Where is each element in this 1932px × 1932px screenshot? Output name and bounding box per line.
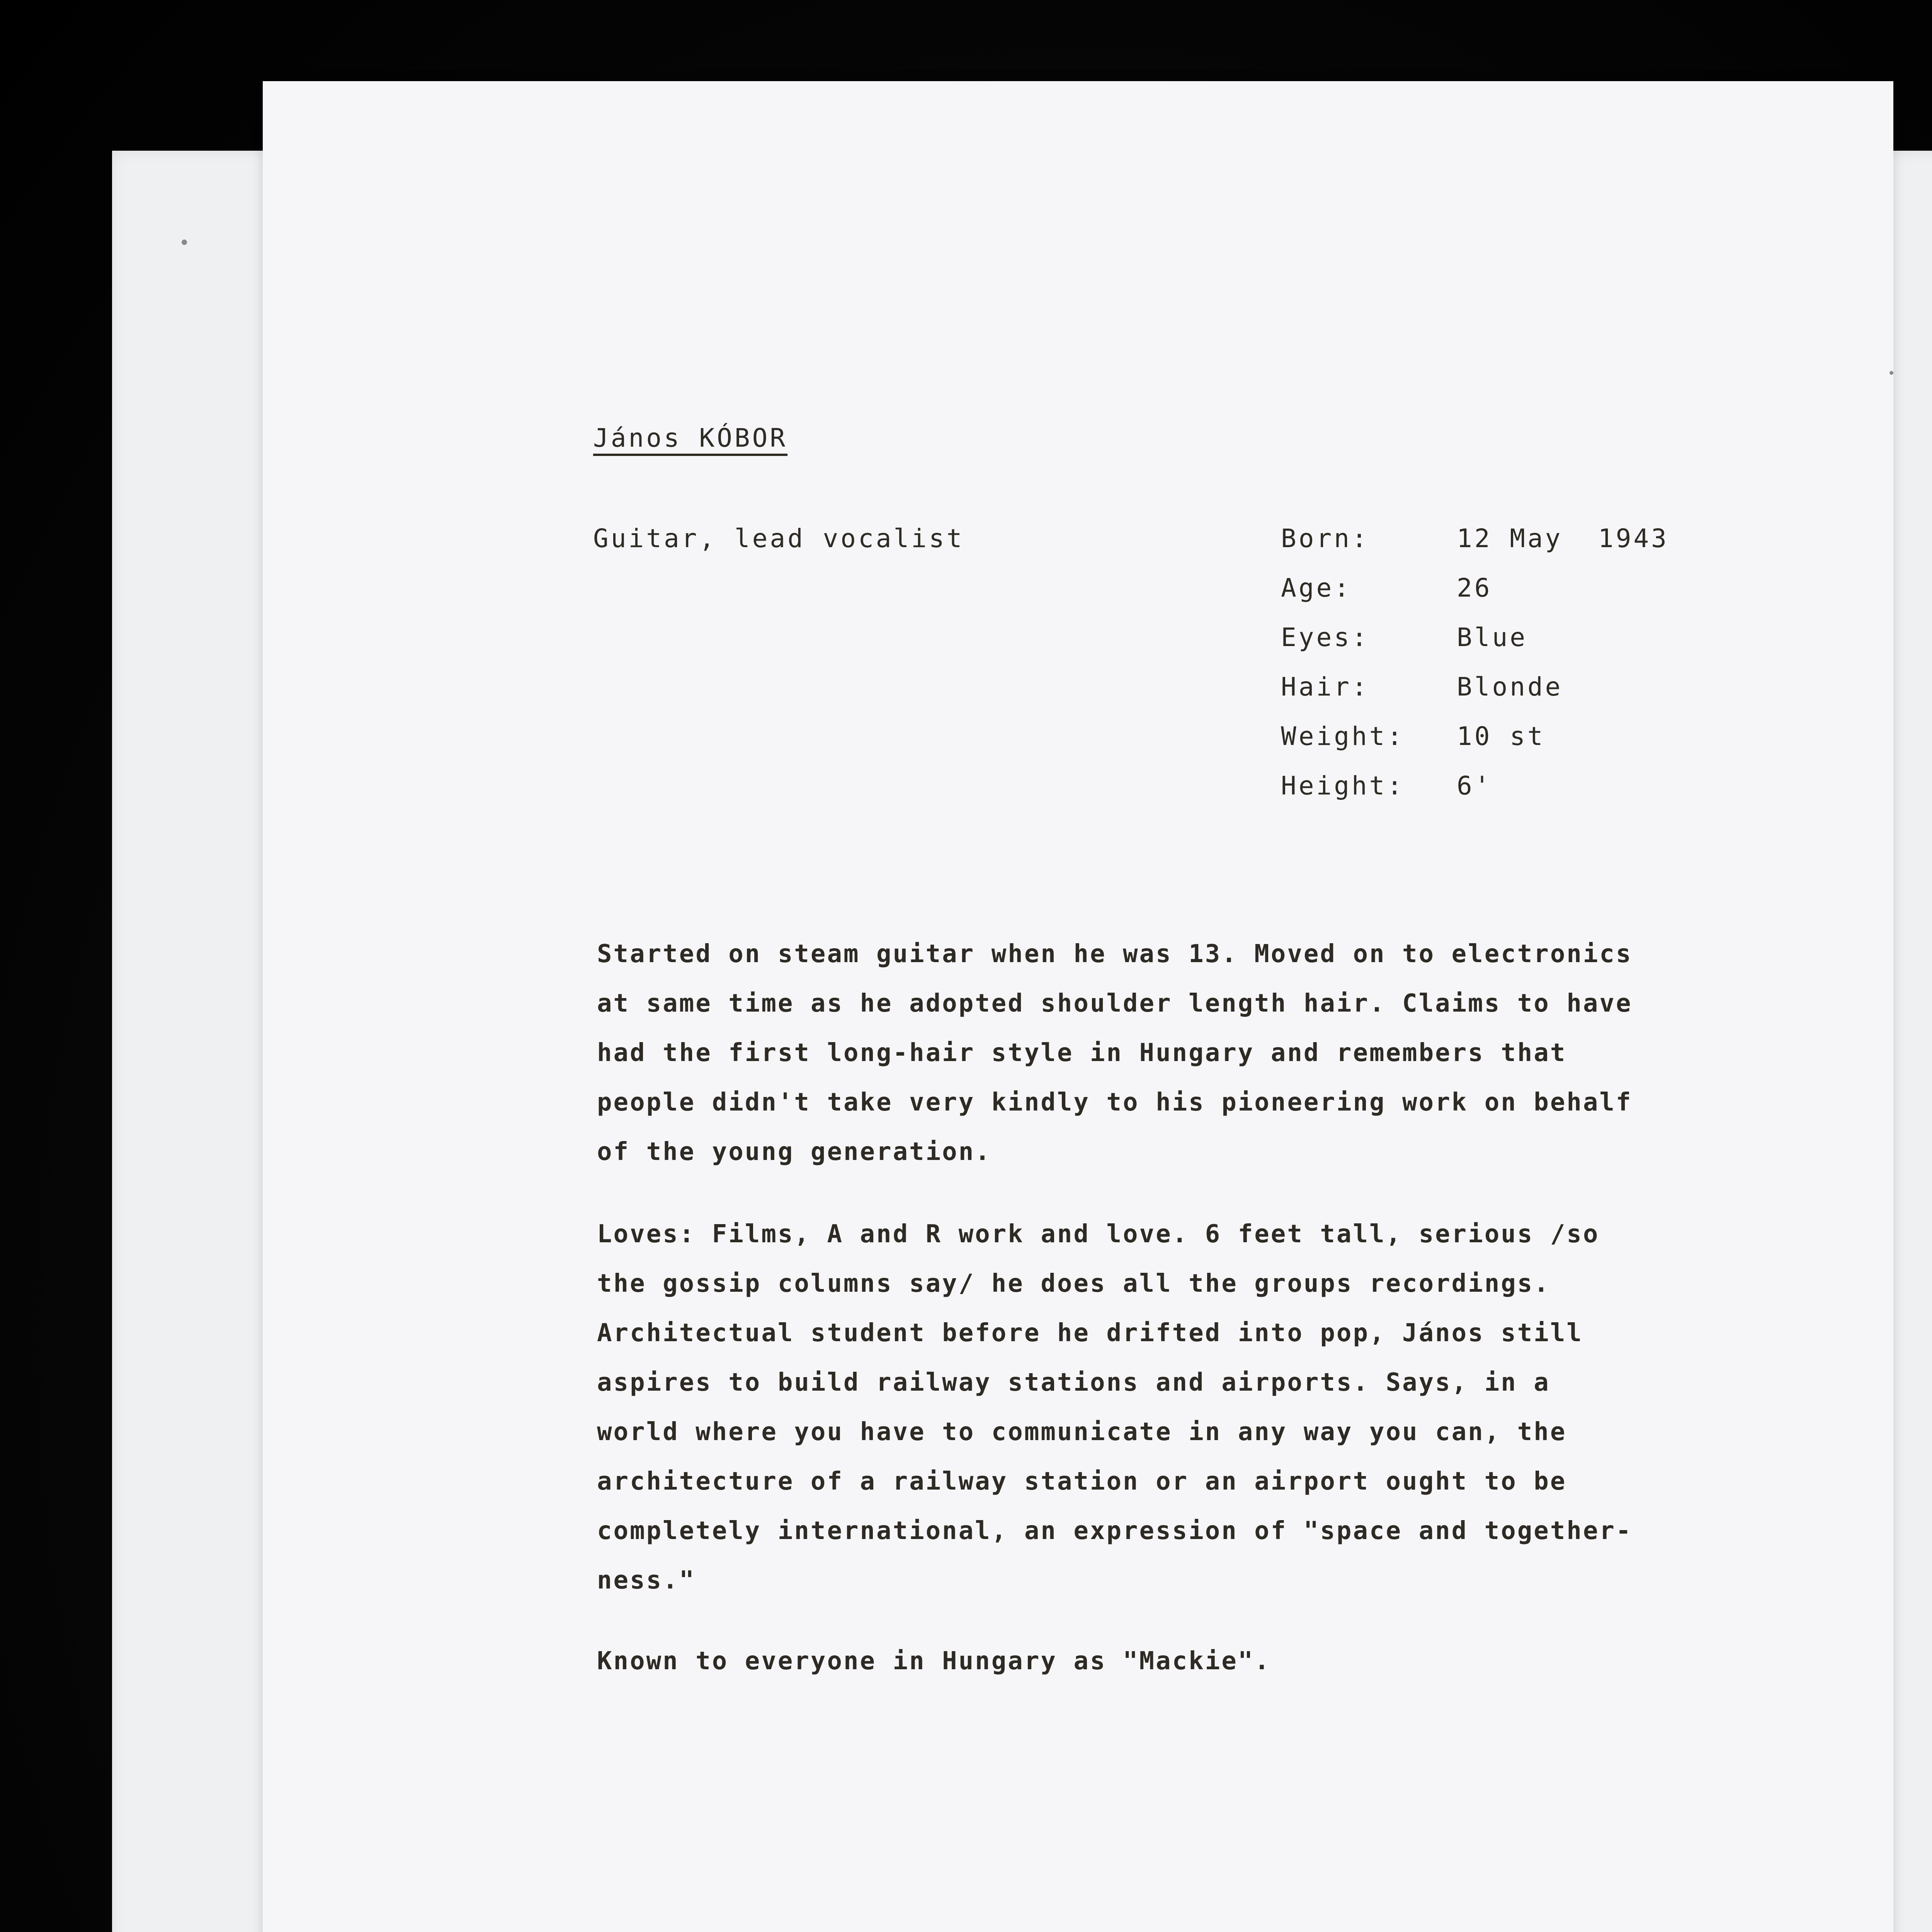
- detail-value: 12 May 1943: [1457, 524, 1669, 553]
- detail-label: Height:: [1281, 771, 1405, 801]
- detail-label: Eyes:: [1281, 622, 1369, 652]
- detail-value: 10 st: [1457, 721, 1545, 751]
- detail-label: Weight:: [1281, 721, 1405, 751]
- detail-value: Blue: [1457, 622, 1527, 652]
- detail-label: Age:: [1281, 573, 1352, 603]
- dust-speck: [1889, 371, 1893, 375]
- detail-value: 26: [1457, 573, 1492, 603]
- biography-paragraph-2: Loves: Films, A and R work and love. 6 feet tall, serious /so the gossip columns say/ he does all the groups recordings. Architectual student before he drifted into pop, János still aspires to build railway stations and airports. Says, in a world where you have to communicate in any way you can, the architecture of a railway station or an airport ought to be completely international, an expression of "space and together- ness.": [597, 1220, 1633, 1595]
- detail-label: Born:: [1281, 524, 1369, 553]
- biography-paragraph-3: Known to everyone in Hungary as "Mackie".: [597, 1647, 1271, 1675]
- detail-value: 6': [1457, 771, 1492, 801]
- dust-speck: [182, 240, 187, 245]
- biography-paragraph-1: Started on steam guitar when he was 13. Moved on to electronics at same time as he adopted shoulder length hair. Claims to have had the first long-hair style in Hungary and remembers that people didn't take very kindly to his pioneering work on behalf of the young generation.: [597, 940, 1633, 1166]
- detail-label: Hair:: [1281, 672, 1369, 702]
- detail-value: Blonde: [1457, 672, 1563, 702]
- person-name: János KÓBOR: [593, 423, 788, 453]
- instrument-role: Guitar, lead vocalist: [593, 524, 964, 553]
